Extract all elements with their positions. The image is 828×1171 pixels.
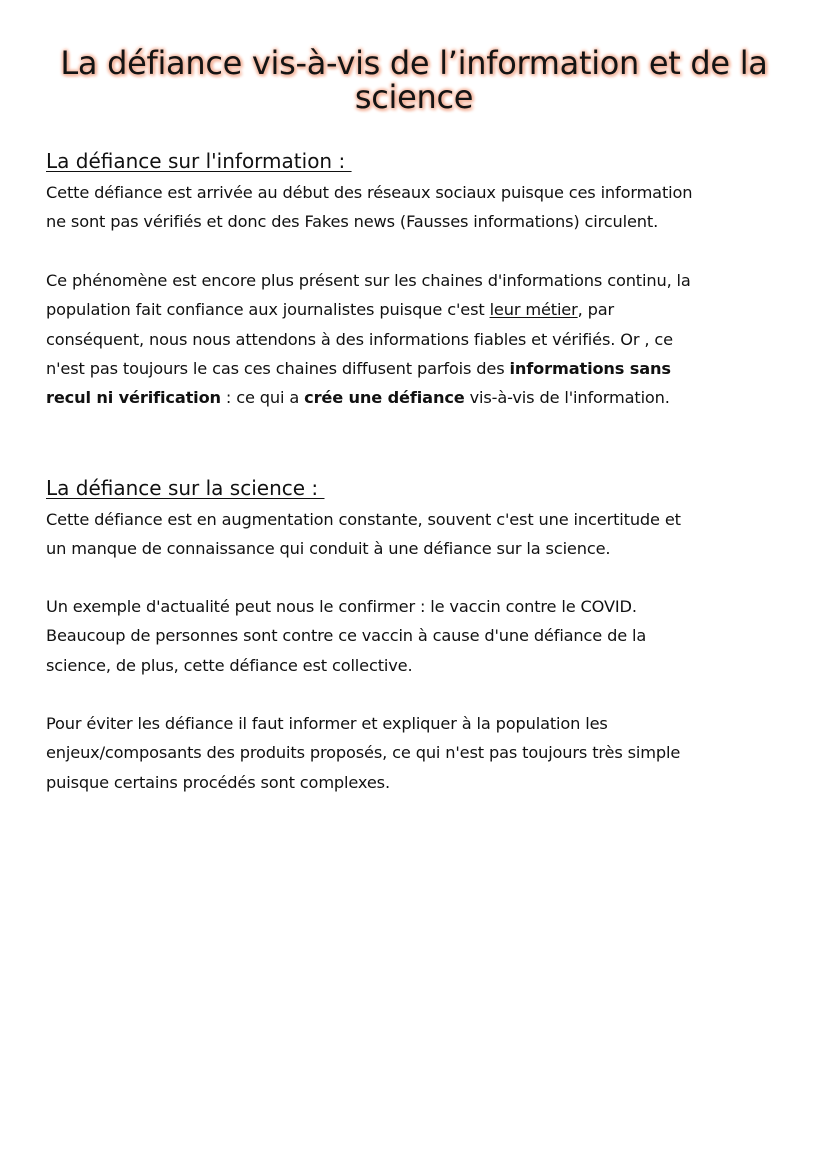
text-line: conséquent, nous nous attendons à des informations fiables et vérifiés. Or , ce <box>46 329 673 349</box>
bold-term-informations-sans: informations sans <box>509 358 671 378</box>
paragraph-science-2 <box>46 592 786 680</box>
paragraph-information-2 <box>46 266 786 412</box>
section-heading-science: La défiance sur la science : <box>46 476 325 500</box>
text-line: puisque certains procédés sont complexes. <box>46 772 390 792</box>
underlined-term-leur-metier: leur métier <box>489 300 578 320</box>
page-title-line-2: science <box>354 78 474 116</box>
text-line: Ce phénomène est encore plus présent sur les chaines d'informations continu, la <box>46 271 691 290</box>
section-heading-information: La défiance sur l'information : <box>46 149 352 173</box>
text-line: Un exemple d'actualité peut nous le confirmer : le vaccin contre le COVID. <box>46 597 637 616</box>
text-segment: n'est pas toujours le cas ces chaines diffusent parfois des <box>46 358 510 378</box>
bold-term-recul: recul ni vérification <box>46 388 221 408</box>
text-line: Pour éviter les défiance il faut informer et expliquer à la population les <box>46 714 608 733</box>
text-line <box>46 354 786 383</box>
paragraph-science-3 <box>46 709 786 797</box>
text-line: un manque de connaissance qui conduit à une défiance sur la science. <box>46 539 611 559</box>
bold-term-cree-defiance: crée une défiance <box>304 388 465 408</box>
text-segment: : ce qui a <box>220 388 305 408</box>
text-line <box>46 295 786 324</box>
page-title <box>30 46 798 114</box>
page-title-line-1: La défiance vis-à-vis de l’information et de la <box>60 44 768 82</box>
text-line: Beaucoup de personnes sont contre ce vaccin à cause d'une défiance de la <box>46 626 647 646</box>
text-line: Cette défiance est en augmentation constante, souvent c'est une incertitude et <box>46 510 681 529</box>
text-line: Cette défiance est arrivée au début des réseaux sociaux puisque ces information <box>46 183 693 202</box>
text-line: enjeux/composants des produits proposés, ce qui n'est pas toujours très simple <box>46 743 681 763</box>
text-segment: , par <box>577 300 615 320</box>
text-segment: vis-à-vis de l'information. <box>464 388 670 408</box>
text-segment: population fait confiance aux journalistes puisque c'est <box>46 300 490 320</box>
text-line <box>46 383 786 412</box>
paragraph-information-1 <box>46 178 786 237</box>
text-line: science, de plus, cette défiance est collective. <box>46 655 413 675</box>
text-line: ne sont pas vérifiés et donc des Fakes news (Fausses informations) circulent. <box>46 212 659 232</box>
paragraph-science-1 <box>46 505 786 564</box>
